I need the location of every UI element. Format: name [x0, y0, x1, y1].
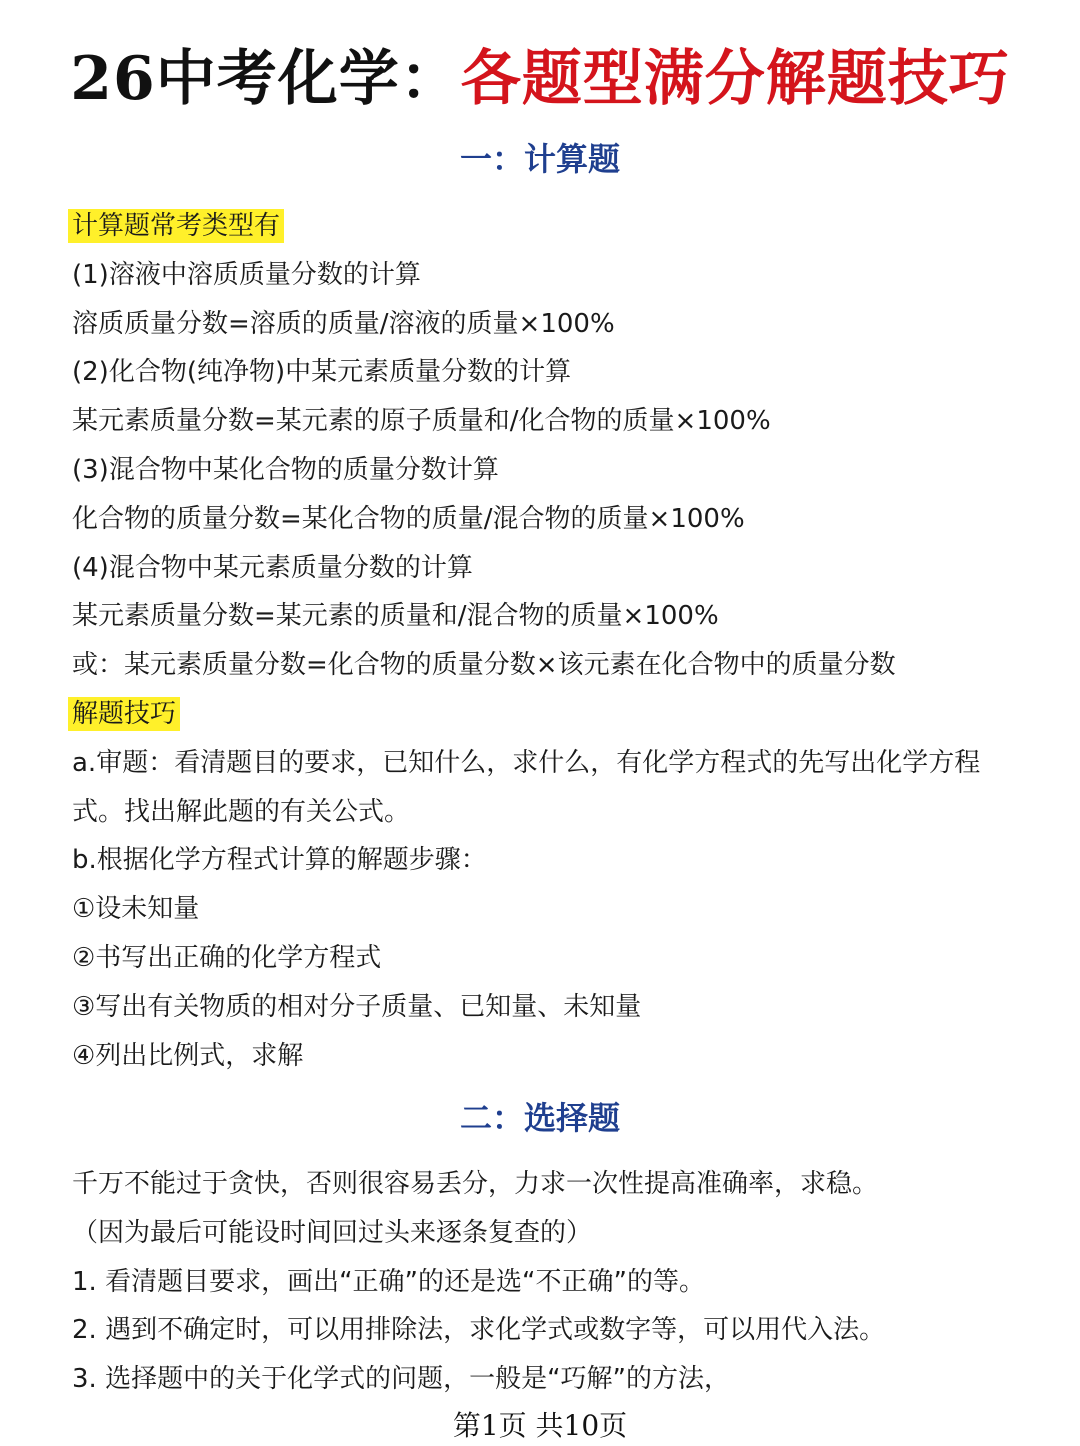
calc-line: 溶质质量分数=溶质的质量/溶液的质量×100%: [72, 308, 615, 339]
step-item: ③写出有关物质的相对分子质量、已知量、未知量: [72, 991, 642, 1022]
choice-line: （因为最后可能设时间回过头来逐条复查的）: [72, 1217, 593, 1248]
calc-line: (3)混合物中某化合物的质量分数计算: [72, 454, 499, 485]
title-prefix: 26中考化学：: [70, 44, 461, 114]
step-item: ④列出比例式，求解: [72, 1040, 304, 1071]
section-heading-choice: 二：选择题: [459, 1099, 620, 1137]
section-heading-calculation: 一：计算题: [459, 140, 620, 178]
calc-line: (1)溶液中溶质质量分数的计算: [72, 259, 421, 290]
title-highlight: 各题型满分解题技巧: [460, 44, 1010, 114]
calc-line: 或：某元素质量分数=化合物的质量分数×该元素在化合物中的质量分数: [72, 650, 896, 681]
page-title: [0, 36, 1080, 122]
choice-line: 千万不能过于贪快，否则很容易丢分，力求一次性提高准确率，求稳。: [72, 1169, 879, 1199]
calc-line: 某元素质量分数=某元素的质量和/混合物的质量×100%: [72, 601, 719, 632]
calc-line: 某元素质量分数=某元素的原子质量和/化合物的质量×100%: [72, 406, 771, 437]
choice-line: 1. 看清题目要求，画出“正确”的还是选“不正确”的等。: [72, 1266, 705, 1297]
calc-line: (2)化合物(纯净物)中某元素质量分数的计算: [72, 357, 572, 388]
choice-line: 2. 遇到不确定时，可以用排除法，求化学式或数字等，可以用代入法。: [72, 1315, 886, 1346]
tips-b: b.根据化学方程式计算的解题步骤：: [72, 845, 487, 876]
page-number: 第1页 共10页: [452, 1409, 628, 1442]
choice-line: 3. 选择题中的关于化学式的问题，一般是“巧解”的方法，: [72, 1364, 731, 1395]
step-item: ①设未知量: [72, 894, 200, 925]
section-calculation-content: [72, 202, 1012, 1080]
calc-line: 化合物的质量分数=某化合物的质量/混合物的质量×100%: [72, 503, 745, 534]
section-choice-content: [72, 1160, 1012, 1404]
calc-line: (4)混合物中某元素质量分数的计算: [72, 552, 473, 583]
tips-label: 解题技巧: [68, 697, 180, 731]
tips-a: a.审题：看清题目的要求，已知什么，求什么，有化学方程式的先写出化学方程式。找出解此题的有关公式。: [72, 747, 981, 827]
step-item: ②书写出正确的化学方程式: [72, 942, 382, 973]
types-label: 计算题常考类型有: [68, 209, 284, 243]
